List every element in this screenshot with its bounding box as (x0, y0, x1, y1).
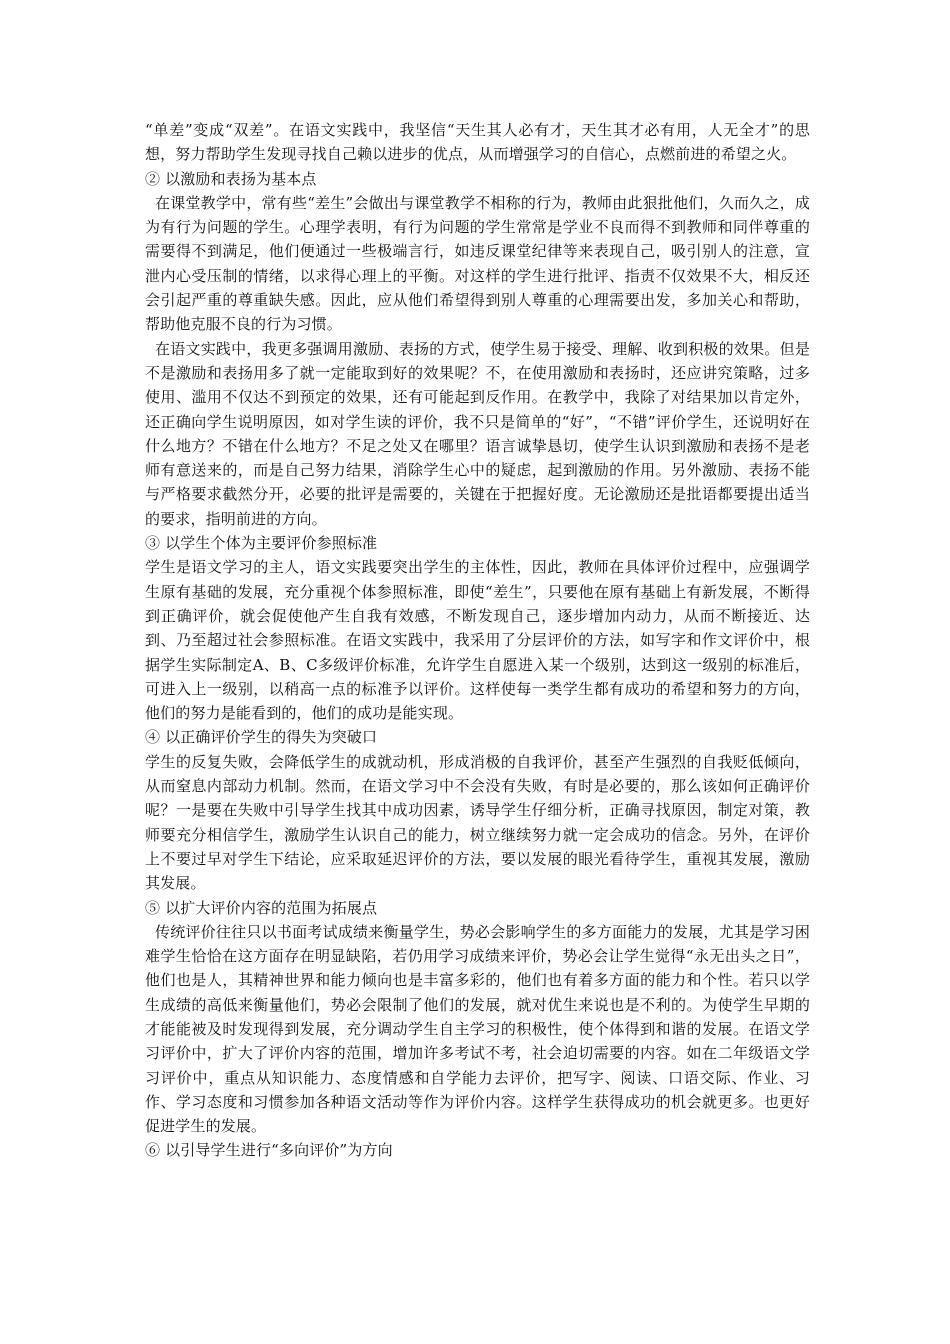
paragraph-classroom-behavior: 在课堂教学中，常有些“差生”会做出与课堂教学不相称的行为，教师由此狠批他们，久而久之，成为有行为问题的学生。心理学表明，有行为问题的学生常常是学业不良而得不到教师和同伴尊重的需要得不到满足，他们便通过一些极端言行，如违反课堂纪律等来表现自己，吸引别人的注意，宣泄内心受压制的情绪，以求得心理上的平衡。对这样的学生进行批评、指责不仅效果不大，相反还会引起严重的尊重缺失感。因此，应从他们希望得到别人尊重的心理需要出发，多加关心和帮助，帮助他克服不良的行为习惯。 (145, 193, 810, 334)
paragraph-expand-content: 传统评价往往只以书面考试成绩来衡量学生，势必会影响学生的多方面能力的发展，尤其是学习困难学生恰恰在这方面存在明显缺陷，若仍用学习成绩来评价，势必会让学生觉得“永无出头之日”，他们也是人，其精神世界和能力倾向也是丰富多彩的，他们也有着多方面的能力和个性。若只以学生成绩的高低来衡量他们，势必会限制了他们的发展，就对优生来说也是不利的。为使学生早期的才能能被及时发现得到发展，充分调动学生自主学习的积极性，使个体得到和谐的发展。在语文学习评价中，扩大了评价内容的范围，增加许多考试不考，社会迫切需要的内容。如在二年级语文学习评价中，重点从知识能力、态度情感和自学能力去评价，把写字、阅读、口语交际、作业、习作、学习态度和习惯参加各种语文活动等作为评价内容。这样学生获得成功的机会就更多。也更好促进学生的发展。 (145, 922, 810, 1136)
paragraph-encouragement: 在语文实践中，我更多强调用激励、表扬的方式，使学生易于接受、理解、收到积极的效果。但是不是激励和表扬用多了就一定能取到好的效果呢？不，在使用激励和表扬时，还应讲究策略，过多使用、滥用不仅达不到预定的效果，还有可能起到反作用。在教学中，我除了对结果加以肯定外，还正确向学生说明原因，如对学生读的评价，我不只是简单的“好”，“不错”评价学生，还说明好在什么地方？不错在什么地方？不足之处又在哪里？语言诚挚恳切，使学生认识到激励和表扬不是老师有意送来的，而是自己努力结果，消除学生心中的疑虑，起到激励的作用。另外激励、表扬不能与严格要求截然分开，必要的批评是需要的，关键在于把握好度。无论激励还是批语都要提出适当的要求，指明前进的方向。 (145, 339, 810, 528)
section-heading-6: ⑥ 以引导学生进行“多向评价”为方向 (145, 1141, 393, 1160)
paragraph-intro: “单差”变成“双差”。在语文实践中，我坚信“天生其人必有才，天生其才必有用，人无全才”的思想，努力帮助学生发现寻找自己赖以进步的优点，从而增强学习的自信心，点燃前进的希望之火。 (145, 121, 810, 164)
paragraph-individual-standard: 学生是语文学习的主人，语文实践要突出学生的主体性，因此，教师在具体评价过程中，应强调学生原有基础的发展，充分重视个体参照标准，即使“差生”，只要他在原有基础上有新发展，不断得到正确评价，就会促使他产生自我有效感，不断发现自己，逐步增加内动力，从而不断接近、达到、乃至超过社会参照标准。在语文实践中，我采用了分层评价的方法，如写字和作文评价中，根据学生实际制定A、B、C多级评价标准，允许学生自愿进入某一个级别，达到这一级别的标准后，可进入上一级别，以稍高一点的标准予以评价。这样使每一类学生都有成功的希望和努力的方向，他们的努力是能看到的，他们的成功是能实现。 (145, 558, 810, 723)
section-heading-3: ③ 以学生个体为主要评价参照标准 (145, 534, 378, 553)
section-heading-4: ④ 以正确评价学生的得失为突破口 (145, 728, 378, 747)
section-heading-2: ② 以激励和表扬为基本点 (145, 169, 317, 188)
paragraph-failure-evaluation: 学生的反复失败，会降低学生的成就动机，形成消极的自我评价，甚至产生强烈的自我贬低倾向，从而窒息内部动力机制。然而，在语文学习中不会没有失败，有时是必要的，那么该如何正确评价呢？一是要在失败中引导学生找其中成功因素，诱导学生仔细分析，正确寻找原因，制定对策，教师要充分相信学生，激励学生认识自己的能力，树立继续努力就一定会成功的信念。另外，在评价上不要过早对学生下结论，应采取延迟评价的方法，要以发展的眼光看待学生，重视其发展，激励其发展。 (145, 752, 810, 893)
section-heading-5: ⑤ 以扩大评价内容的范围为拓展点 (145, 898, 378, 917)
document-page (145, 118, 810, 1163)
